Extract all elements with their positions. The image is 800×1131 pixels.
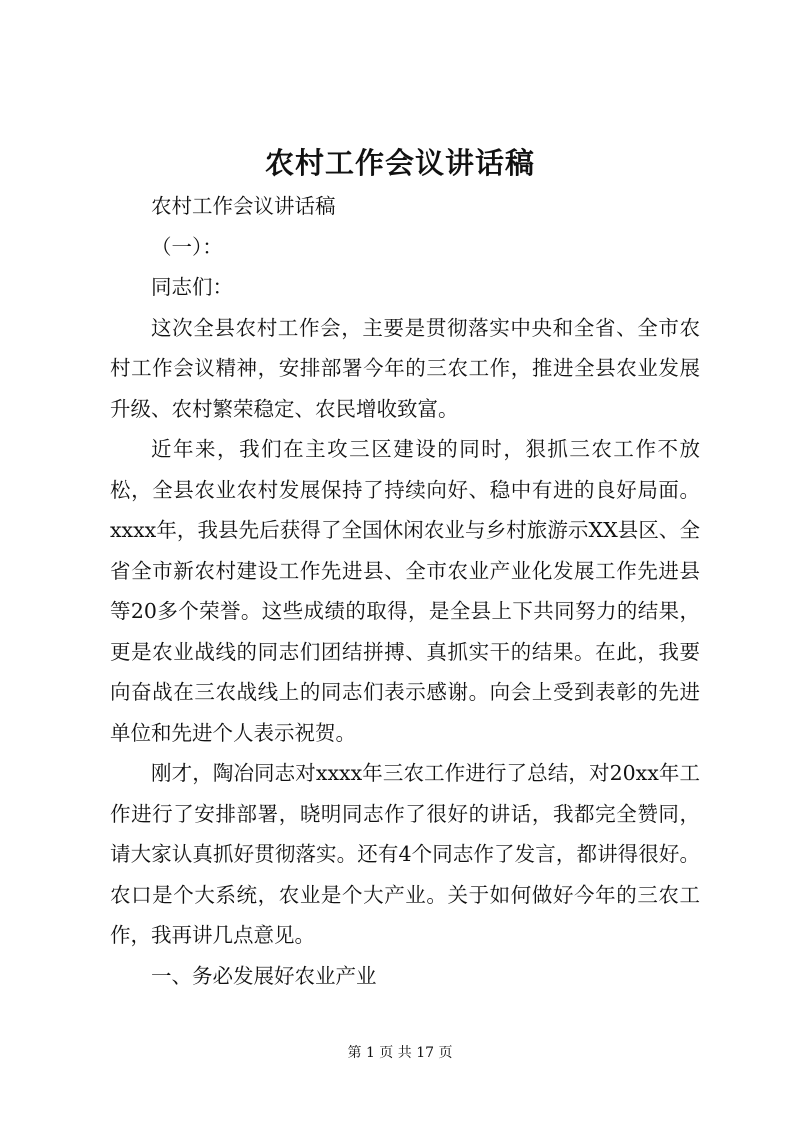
document-title: 农村工作会议讲话稿	[264, 146, 535, 180]
paragraph-salutation: 同志们：	[151, 275, 233, 299]
document-body	[110, 186, 700, 996]
paragraph-section-heading: 一、务必发展好农业产业	[151, 963, 377, 988]
paragraph-intro: 这次全县农村工作会，主要是贯彻落实中央和全省、全市农村工作会议精神，安排部署今年的三农工作，推进全县农业发展升级、农村繁荣稳定、农民增收致富。	[110, 315, 700, 421]
paragraph-subtitle: 农村工作会议讲话稿	[151, 194, 336, 218]
paragraph-section-marker: （一）：	[151, 234, 223, 259]
paragraph-achievements: 近年来，我们在主攻三区建设的同时，狠抓三农工作不放松，全县农业农村发展保持了持续向好、稳中有进的良好局面。xxxx年，我县先后获得了全国休闲农业与乡村旅游示XX县区、全省全市新农村建设工作先进县、全市农业产业化发展工作先进县等20多个荣誉。这些成绩的取得，是全县上下共同努力的结果，更是农业战线的同志们团结拼搏、真抓实干的结果。在此，我要向奋战在三农战线上的同志们表示感谢。向会上受到表彰的先进单位和先进个人表示祝贺。	[110, 437, 700, 745]
paragraph-remarks: 刚才，陶冶同志对xxxx年三农工作进行了总结，对20xx年工作进行了安排部署，晓明同志作了很好的讲话，我都完全赞同，请大家认真抓好贯彻落实。还有4个同志作了发言，都讲得很好。农口是个大系统，农业是个大产业。关于如何做好今年的三农工作，我再讲几点意见。	[110, 761, 700, 947]
page-number-footer: 第 1 页 共 17 页	[347, 1045, 453, 1061]
